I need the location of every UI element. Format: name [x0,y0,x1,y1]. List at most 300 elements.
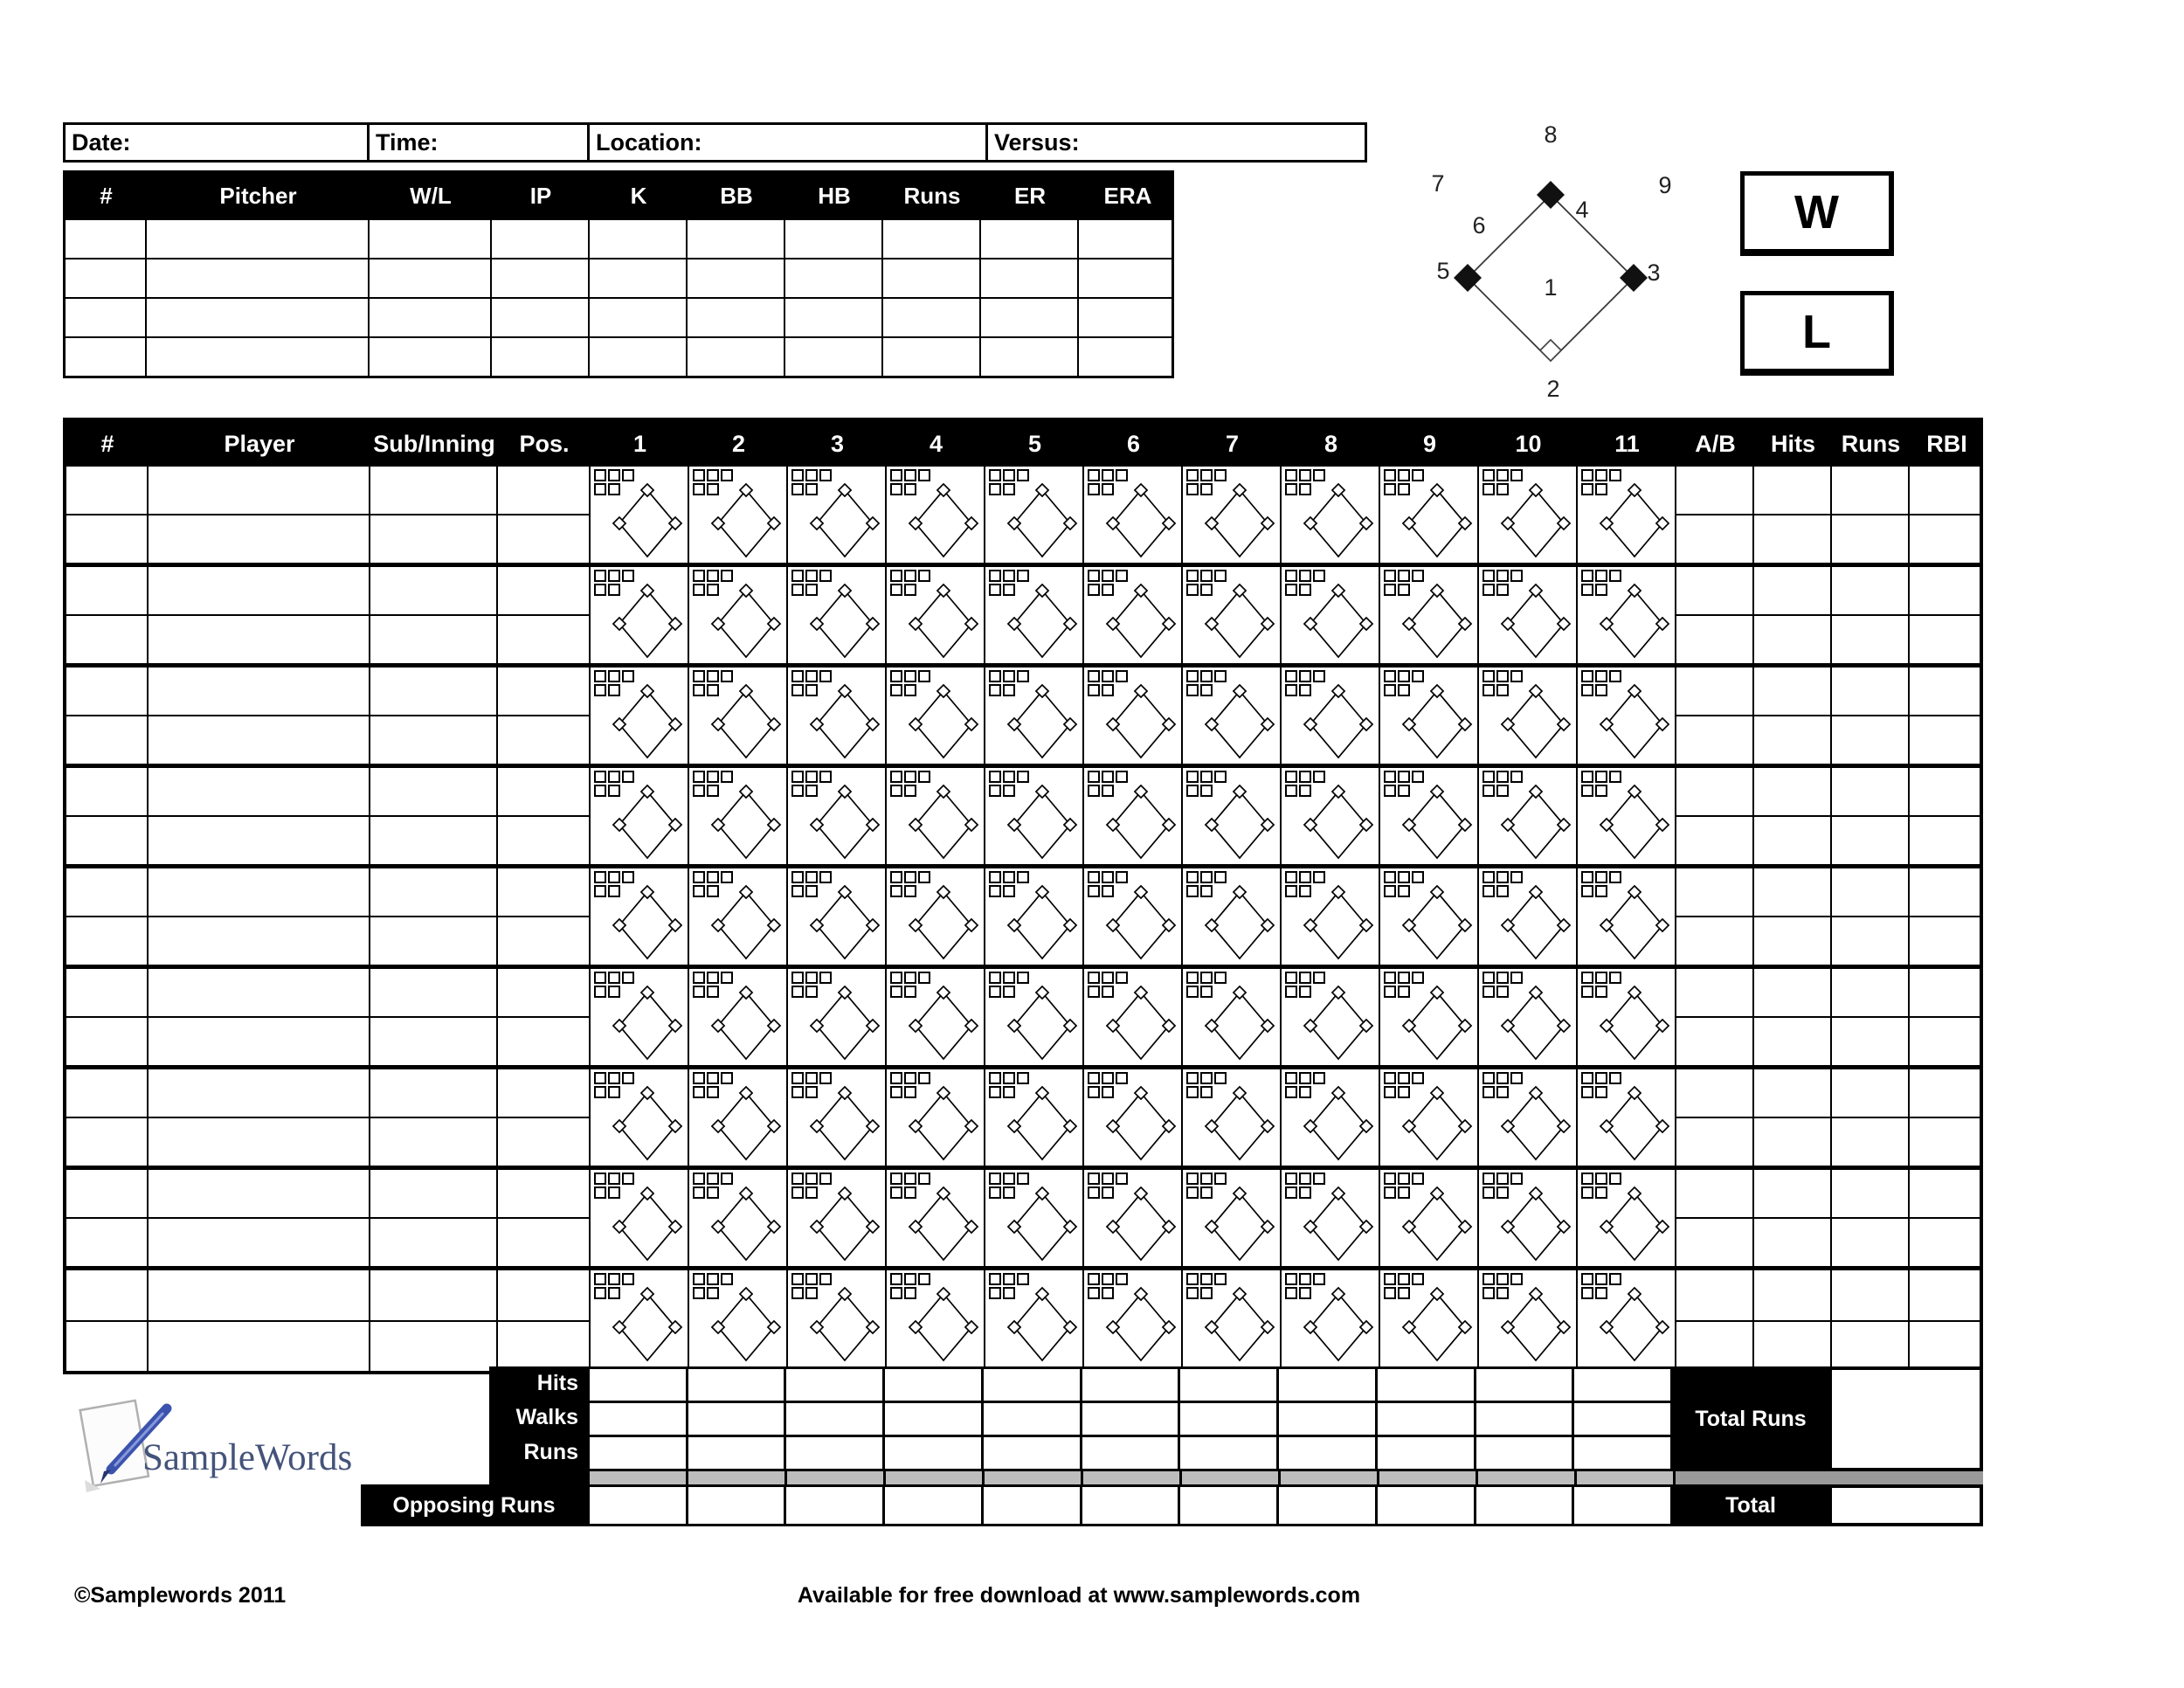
pitch-count-box[interactable] [989,1186,1001,1199]
runs-cell-p9-r2[interactable] [1832,1320,1908,1372]
pitch-count-box[interactable] [721,570,733,582]
pitch-count-box[interactable] [1595,1072,1607,1084]
pitch-count-box[interactable] [1003,1287,1015,1299]
hits-total-cell-i3[interactable] [786,1369,885,1401]
pitch-count-box[interactable] [1017,1173,1029,1185]
player-name-cell-p3-r1[interactable] [149,668,369,715]
pitch-count-box[interactable] [1496,684,1509,696]
pitch-count-box[interactable] [1398,483,1410,495]
inning-cell-p9-i8[interactable] [1282,1270,1380,1371]
player-name-cell-p1-r1[interactable] [149,467,369,514]
position-cell-p4-r2[interactable] [498,815,589,864]
player-name-cell-p2-r2[interactable] [149,614,369,663]
pitcher-cell-r2-c6[interactable] [688,259,785,297]
pitch-count-box[interactable] [989,885,1001,897]
pitch-count-box[interactable] [1088,1173,1100,1185]
pitch-count-box[interactable] [594,469,606,481]
rbi-cell-p5-r1[interactable] [1910,868,1982,916]
position-cell-p3-r1[interactable] [498,668,589,715]
inning-cell-p4-i8[interactable] [1282,768,1380,864]
pitch-count-box[interactable] [1482,570,1495,582]
pitch-count-box[interactable] [1186,771,1199,783]
pitch-count-box[interactable] [707,871,719,883]
at-bats-cell-p2-r1[interactable] [1676,567,1752,614]
pitch-count-box[interactable] [721,871,733,883]
hits-cell-p8-r1[interactable] [1754,1170,1830,1217]
inning-cell-p1-i5[interactable] [985,467,1084,563]
pitch-count-box[interactable] [594,785,606,797]
pitch-count-box[interactable] [622,670,634,682]
pitch-count-box[interactable] [594,986,606,998]
pitch-count-box[interactable] [1186,972,1199,984]
pitch-count-box[interactable] [1496,771,1509,783]
pitcher-cell-r3-c5[interactable] [590,299,688,336]
inning-cell-p2-i6[interactable] [1084,567,1183,663]
inning-cell-p2-i1[interactable] [591,567,689,663]
inning-cell-p9-i5[interactable] [985,1270,1084,1371]
pitch-count-box[interactable] [1102,1273,1114,1285]
pitch-count-box[interactable] [1398,972,1410,984]
pitch-count-box[interactable] [1200,1273,1213,1285]
pitch-count-box[interactable] [1384,1173,1396,1185]
pitch-count-box[interactable] [1003,885,1015,897]
pitch-count-box[interactable] [1595,670,1607,682]
sub-inning-cell-p7-r1[interactable] [370,1069,496,1117]
pitch-count-box[interactable] [1214,871,1227,883]
pitch-count-box[interactable] [1595,1186,1607,1199]
pitch-count-box[interactable] [791,1186,804,1199]
pitch-count-box[interactable] [1510,871,1523,883]
pitch-count-box[interactable] [989,469,1001,481]
inning-cell-p7-i10[interactable] [1479,1069,1578,1166]
pitch-count-box[interactable] [1384,1273,1396,1285]
pitch-count-box[interactable] [1088,684,1100,696]
pitch-count-box[interactable] [805,570,818,582]
inning-cell-p2-i4[interactable] [887,567,985,663]
hits-cell-p3-r2[interactable] [1754,715,1830,764]
pitch-count-box[interactable] [1299,684,1311,696]
position-cell-p2-r2[interactable] [498,614,589,663]
pitch-count-box[interactable] [1200,1086,1213,1098]
pitch-count-box[interactable] [819,670,832,682]
pitch-count-box[interactable] [1102,785,1114,797]
pitch-count-box[interactable] [1102,584,1114,596]
pitch-count-box[interactable] [1186,684,1199,696]
pitch-count-box[interactable] [1285,972,1297,984]
pitch-count-box[interactable] [904,570,916,582]
pitch-count-box[interactable] [1285,670,1297,682]
pitch-count-box[interactable] [1102,1287,1114,1299]
pitch-count-box[interactable] [1102,1086,1114,1098]
walks-total-cell-i1[interactable] [590,1403,688,1435]
pitch-count-box[interactable] [1482,771,1495,783]
pitch-count-box[interactable] [890,1287,902,1299]
walks-total-cell-i4[interactable] [885,1403,984,1435]
pitch-count-box[interactable] [1482,1072,1495,1084]
pitch-count-box[interactable] [1510,771,1523,783]
sub-inning-cell-p7-r2[interactable] [370,1117,496,1166]
inning-cell-p3-i2[interactable] [689,668,788,764]
pitch-count-box[interactable] [805,1086,818,1098]
pitch-count-box[interactable] [1496,986,1509,998]
pitch-count-box[interactable] [1313,972,1325,984]
pitch-count-box[interactable] [805,871,818,883]
pitch-count-box[interactable] [1186,871,1199,883]
pitch-count-box[interactable] [1595,1173,1607,1185]
position-cell-p8-r2[interactable] [498,1217,589,1266]
pitch-count-box[interactable] [1384,670,1396,682]
pitch-count-box[interactable] [693,684,705,696]
pitch-count-box[interactable] [1088,483,1100,495]
pitch-count-box[interactable] [1398,584,1410,596]
pitch-count-box[interactable] [594,972,606,984]
at-bats-cell-p7-r2[interactable] [1676,1117,1752,1166]
pitch-count-box[interactable] [1116,1173,1128,1185]
player-name-cell-p5-r2[interactable] [149,916,369,965]
pitch-count-box[interactable] [904,1072,916,1084]
pitch-count-box[interactable] [1214,570,1227,582]
pitch-count-box[interactable] [1088,972,1100,984]
position-cell-p6-r1[interactable] [498,969,589,1016]
pitch-count-box[interactable] [1186,885,1199,897]
at-bats-cell-p3-r2[interactable] [1676,715,1752,764]
player-name-cell-p3-r2[interactable] [149,715,369,764]
pitch-count-box[interactable] [791,684,804,696]
pitch-count-box[interactable] [1482,1186,1495,1199]
pitch-count-box[interactable] [1017,469,1029,481]
pitch-count-box[interactable] [1398,785,1410,797]
inning-cell-p2-i9[interactable] [1380,567,1479,663]
pitch-count-box[interactable] [707,771,719,783]
pitcher-cell-r3-c9[interactable] [981,299,1079,336]
position-cell-p7-r1[interactable] [498,1069,589,1117]
pitch-count-box[interactable] [1285,1186,1297,1199]
pitch-count-box[interactable] [918,1173,930,1185]
pitch-count-box[interactable] [1398,670,1410,682]
pitch-count-box[interactable] [1017,1273,1029,1285]
pitch-count-box[interactable] [622,771,634,783]
pitch-count-box[interactable] [594,1287,606,1299]
pitch-count-box[interactable] [1102,972,1114,984]
number-cell-p1-r2[interactable] [66,514,147,563]
pitch-count-box[interactable] [707,1072,719,1084]
runs-cell-p3-r1[interactable] [1832,668,1908,715]
pitch-count-box[interactable] [1398,570,1410,582]
pitch-count-box[interactable] [1313,1173,1325,1185]
pitch-count-box[interactable] [1214,1273,1227,1285]
sub-inning-cell-p5-r1[interactable] [370,868,496,916]
pitch-count-box[interactable] [1412,570,1424,582]
pitch-count-box[interactable] [1384,684,1396,696]
runs-cell-p9-r1[interactable] [1832,1270,1908,1320]
walks-total-cell-i5[interactable] [984,1403,1082,1435]
pitch-count-box[interactable] [1299,584,1311,596]
pitch-count-box[interactable] [1595,972,1607,984]
pitch-count-box[interactable] [1285,1086,1297,1098]
inning-cell-p6-i11[interactable] [1578,969,1676,1065]
pitch-count-box[interactable] [1384,584,1396,596]
runs-total-cell-i10[interactable] [1476,1437,1575,1469]
inning-cell-p6-i4[interactable] [887,969,985,1065]
inning-cell-p4-i10[interactable] [1479,768,1578,864]
pitch-count-box[interactable] [1017,972,1029,984]
runs-cell-p4-r2[interactable] [1832,815,1908,864]
position-cell-p5-r1[interactable] [498,868,589,916]
pitch-count-box[interactable] [791,871,804,883]
inning-cell-p5-i6[interactable] [1084,868,1183,965]
player-name-cell-p7-r2[interactable] [149,1117,369,1166]
pitch-count-box[interactable] [1186,1273,1199,1285]
pitch-count-box[interactable] [1285,885,1297,897]
pitch-count-box[interactable] [1299,670,1311,682]
pitch-count-box[interactable] [819,972,832,984]
pitch-count-box[interactable] [904,785,916,797]
at-bats-cell-p1-r2[interactable] [1676,514,1752,563]
pitch-count-box[interactable] [1510,1273,1523,1285]
pitch-count-box[interactable] [1003,570,1015,582]
pitch-count-box[interactable] [1102,885,1114,897]
pitcher-cell-r2-c7[interactable] [785,259,883,297]
walks-total-cell-i8[interactable] [1279,1403,1378,1435]
pitch-count-box[interactable] [1581,885,1593,897]
pitch-count-box[interactable] [608,1072,620,1084]
runs-cell-p7-r2[interactable] [1832,1117,1908,1166]
pitch-count-box[interactable] [1609,771,1621,783]
inning-cell-p7-i2[interactable] [689,1069,788,1166]
inning-cell-p4-i5[interactable] [985,768,1084,864]
pitch-count-box[interactable] [890,570,902,582]
pitch-count-box[interactable] [1003,1086,1015,1098]
rbi-cell-p1-r2[interactable] [1910,514,1982,563]
pitcher-cell-r3-c1[interactable] [66,299,147,336]
date-field[interactable] [66,125,370,160]
walks-total-cell-i9[interactable] [1378,1403,1476,1435]
pitch-count-box[interactable] [1186,584,1199,596]
pitch-count-box[interactable] [1186,1086,1199,1098]
pitch-count-box[interactable] [791,483,804,495]
pitch-count-box[interactable] [1003,469,1015,481]
time-field[interactable] [370,125,590,160]
pitch-count-box[interactable] [890,1086,902,1098]
pitcher-cell-r4-c1[interactable] [66,338,147,376]
inning-cell-p2-i7[interactable] [1183,567,1282,663]
inning-cell-p1-i7[interactable] [1183,467,1282,563]
pitch-count-box[interactable] [1003,986,1015,998]
pitch-count-box[interactable] [1299,871,1311,883]
win-box[interactable] [1740,171,1894,256]
inning-cell-p8-i7[interactable] [1183,1170,1282,1266]
pitch-count-box[interactable] [608,986,620,998]
pitch-count-box[interactable] [1384,1186,1396,1199]
pitch-count-box[interactable] [1496,972,1509,984]
pitch-count-box[interactable] [1313,871,1325,883]
pitch-count-box[interactable] [1384,469,1396,481]
pitch-count-box[interactable] [904,871,916,883]
hits-cell-p1-r1[interactable] [1754,467,1830,514]
pitch-count-box[interactable] [1186,670,1199,682]
rbi-cell-p3-r2[interactable] [1910,715,1982,764]
pitch-count-box[interactable] [622,871,634,883]
pitch-count-box[interactable] [693,1287,705,1299]
pitch-count-box[interactable] [1482,1287,1495,1299]
pitch-count-box[interactable] [904,1186,916,1199]
pitch-count-box[interactable] [1200,570,1213,582]
pitch-count-box[interactable] [721,1173,733,1185]
player-name-cell-p8-r2[interactable] [149,1217,369,1266]
inning-cell-p5-i1[interactable] [591,868,689,965]
walks-total-cell-i7[interactable] [1180,1403,1279,1435]
pitch-count-box[interactable] [1299,1072,1311,1084]
pitch-count-box[interactable] [707,1186,719,1199]
runs-cell-p2-r1[interactable] [1832,567,1908,614]
sub-inning-cell-p5-r2[interactable] [370,916,496,965]
pitch-count-box[interactable] [608,1287,620,1299]
pitch-count-box[interactable] [608,1086,620,1098]
pitch-count-box[interactable] [707,584,719,596]
pitch-count-box[interactable] [791,972,804,984]
inning-cell-p1-i4[interactable] [887,467,985,563]
pitch-count-box[interactable] [1581,684,1593,696]
pitch-count-box[interactable] [805,469,818,481]
pitch-count-box[interactable] [890,1173,902,1185]
opposing-runs-total-cell-i10[interactable] [1476,1487,1575,1524]
pitch-count-box[interactable] [1412,1072,1424,1084]
inning-cell-p8-i1[interactable] [591,1170,689,1266]
pitch-count-box[interactable] [918,972,930,984]
inning-cell-p7-i1[interactable] [591,1069,689,1166]
rbi-cell-p3-r1[interactable] [1910,668,1982,715]
pitch-count-box[interactable] [693,1072,705,1084]
pitch-count-box[interactable] [707,1086,719,1098]
pitch-count-box[interactable] [594,871,606,883]
pitch-count-box[interactable] [1595,1287,1607,1299]
inning-cell-p9-i2[interactable] [689,1270,788,1371]
inning-cell-p8-i9[interactable] [1380,1170,1479,1266]
pitch-count-box[interactable] [1088,771,1100,783]
inning-cell-p5-i8[interactable] [1282,868,1380,965]
pitch-count-box[interactable] [1595,986,1607,998]
pitch-count-box[interactable] [791,1173,804,1185]
pitch-count-box[interactable] [1088,885,1100,897]
pitch-count-box[interactable] [918,570,930,582]
pitch-count-box[interactable] [594,1173,606,1185]
at-bats-cell-p4-r2[interactable] [1676,815,1752,864]
pitch-count-box[interactable] [1299,785,1311,797]
versus-field[interactable] [988,125,1365,160]
opposing-runs-total-cell-i3[interactable] [786,1487,885,1524]
at-bats-cell-p6-r1[interactable] [1676,969,1752,1016]
pitch-count-box[interactable] [1482,986,1495,998]
rbi-cell-p4-r1[interactable] [1910,768,1982,815]
number-cell-p8-r2[interactable] [66,1217,147,1266]
inning-cell-p8-i11[interactable] [1578,1170,1676,1266]
pitch-count-box[interactable] [1200,1186,1213,1199]
at-bats-cell-p1-r1[interactable] [1676,467,1752,514]
opposing-runs-total-cell-i5[interactable] [984,1487,1082,1524]
pitch-count-box[interactable] [707,972,719,984]
pitcher-cell-r1-c6[interactable] [688,220,785,258]
inning-cell-p3-i7[interactable] [1183,668,1282,764]
pitch-count-box[interactable] [1595,771,1607,783]
hits-cell-p3-r1[interactable] [1754,668,1830,715]
pitch-count-box[interactable] [1609,972,1621,984]
pitch-count-box[interactable] [904,1173,916,1185]
inning-cell-p8-i3[interactable] [788,1170,887,1266]
pitch-count-box[interactable] [805,1186,818,1199]
inning-cell-p1-i10[interactable] [1479,467,1578,563]
inning-cell-p8-i6[interactable] [1084,1170,1183,1266]
runs-cell-p5-r1[interactable] [1832,868,1908,916]
number-cell-p3-r2[interactable] [66,715,147,764]
inning-cell-p4-i11[interactable] [1578,768,1676,864]
pitch-count-box[interactable] [890,469,902,481]
hits-total-cell-i1[interactable] [590,1369,688,1401]
rbi-cell-p8-r1[interactable] [1910,1170,1982,1217]
pitch-count-box[interactable] [1003,771,1015,783]
opposing-runs-total-cell-i7[interactable] [1180,1487,1279,1524]
pitch-count-box[interactable] [1003,871,1015,883]
pitch-count-box[interactable] [693,885,705,897]
pitch-count-box[interactable] [1609,1273,1621,1285]
pitch-count-box[interactable] [1299,1173,1311,1185]
pitch-count-box[interactable] [904,670,916,682]
pitch-count-box[interactable] [1595,684,1607,696]
sub-inning-cell-p8-r1[interactable] [370,1170,496,1217]
number-cell-p2-r1[interactable] [66,567,147,614]
pitch-count-box[interactable] [1398,1287,1410,1299]
pitch-count-box[interactable] [1200,1173,1213,1185]
pitch-count-box[interactable] [1285,771,1297,783]
pitcher-cell-r3-c10[interactable] [1079,299,1174,336]
runs-total-cell-i4[interactable] [885,1437,984,1469]
opposing-runs-total-cell-i4[interactable] [885,1487,984,1524]
pitch-count-box[interactable] [1299,986,1311,998]
pitch-count-box[interactable] [890,771,902,783]
runs-cell-p2-r2[interactable] [1832,614,1908,663]
pitch-count-box[interactable] [1384,785,1396,797]
pitch-count-box[interactable] [1581,1287,1593,1299]
pitch-count-box[interactable] [1398,885,1410,897]
pitch-count-box[interactable] [1412,1173,1424,1185]
pitch-count-box[interactable] [1299,1273,1311,1285]
hits-total-cell-i6[interactable] [1082,1369,1181,1401]
pitch-count-box[interactable] [693,771,705,783]
inning-cell-p9-i4[interactable] [887,1270,985,1371]
inning-cell-p8-i4[interactable] [887,1170,985,1266]
pitcher-cell-r1-c4[interactable] [492,220,590,258]
pitch-count-box[interactable] [890,972,902,984]
inning-cell-p6-i8[interactable] [1282,969,1380,1065]
pitch-count-box[interactable] [1510,469,1523,481]
hits-cell-p5-r1[interactable] [1754,868,1830,916]
pitch-count-box[interactable] [707,1273,719,1285]
opposing-runs-total-cell-i9[interactable] [1378,1487,1476,1524]
pitch-count-box[interactable] [1200,1072,1213,1084]
hits-cell-p7-r2[interactable] [1754,1117,1830,1166]
pitch-count-box[interactable] [1200,785,1213,797]
pitch-count-box[interactable] [1581,972,1593,984]
inning-cell-p9-i6[interactable] [1084,1270,1183,1371]
inning-cell-p6-i5[interactable] [985,969,1084,1065]
opposing-runs-total-cell-i2[interactable] [688,1487,787,1524]
position-cell-p1-r1[interactable] [498,467,589,514]
pitch-count-box[interactable] [989,1173,1001,1185]
hits-cell-p9-r2[interactable] [1754,1320,1830,1372]
pitch-count-box[interactable] [1496,1186,1509,1199]
pitch-count-box[interactable] [1200,885,1213,897]
inning-cell-p3-i3[interactable] [788,668,887,764]
pitch-count-box[interactable] [721,972,733,984]
